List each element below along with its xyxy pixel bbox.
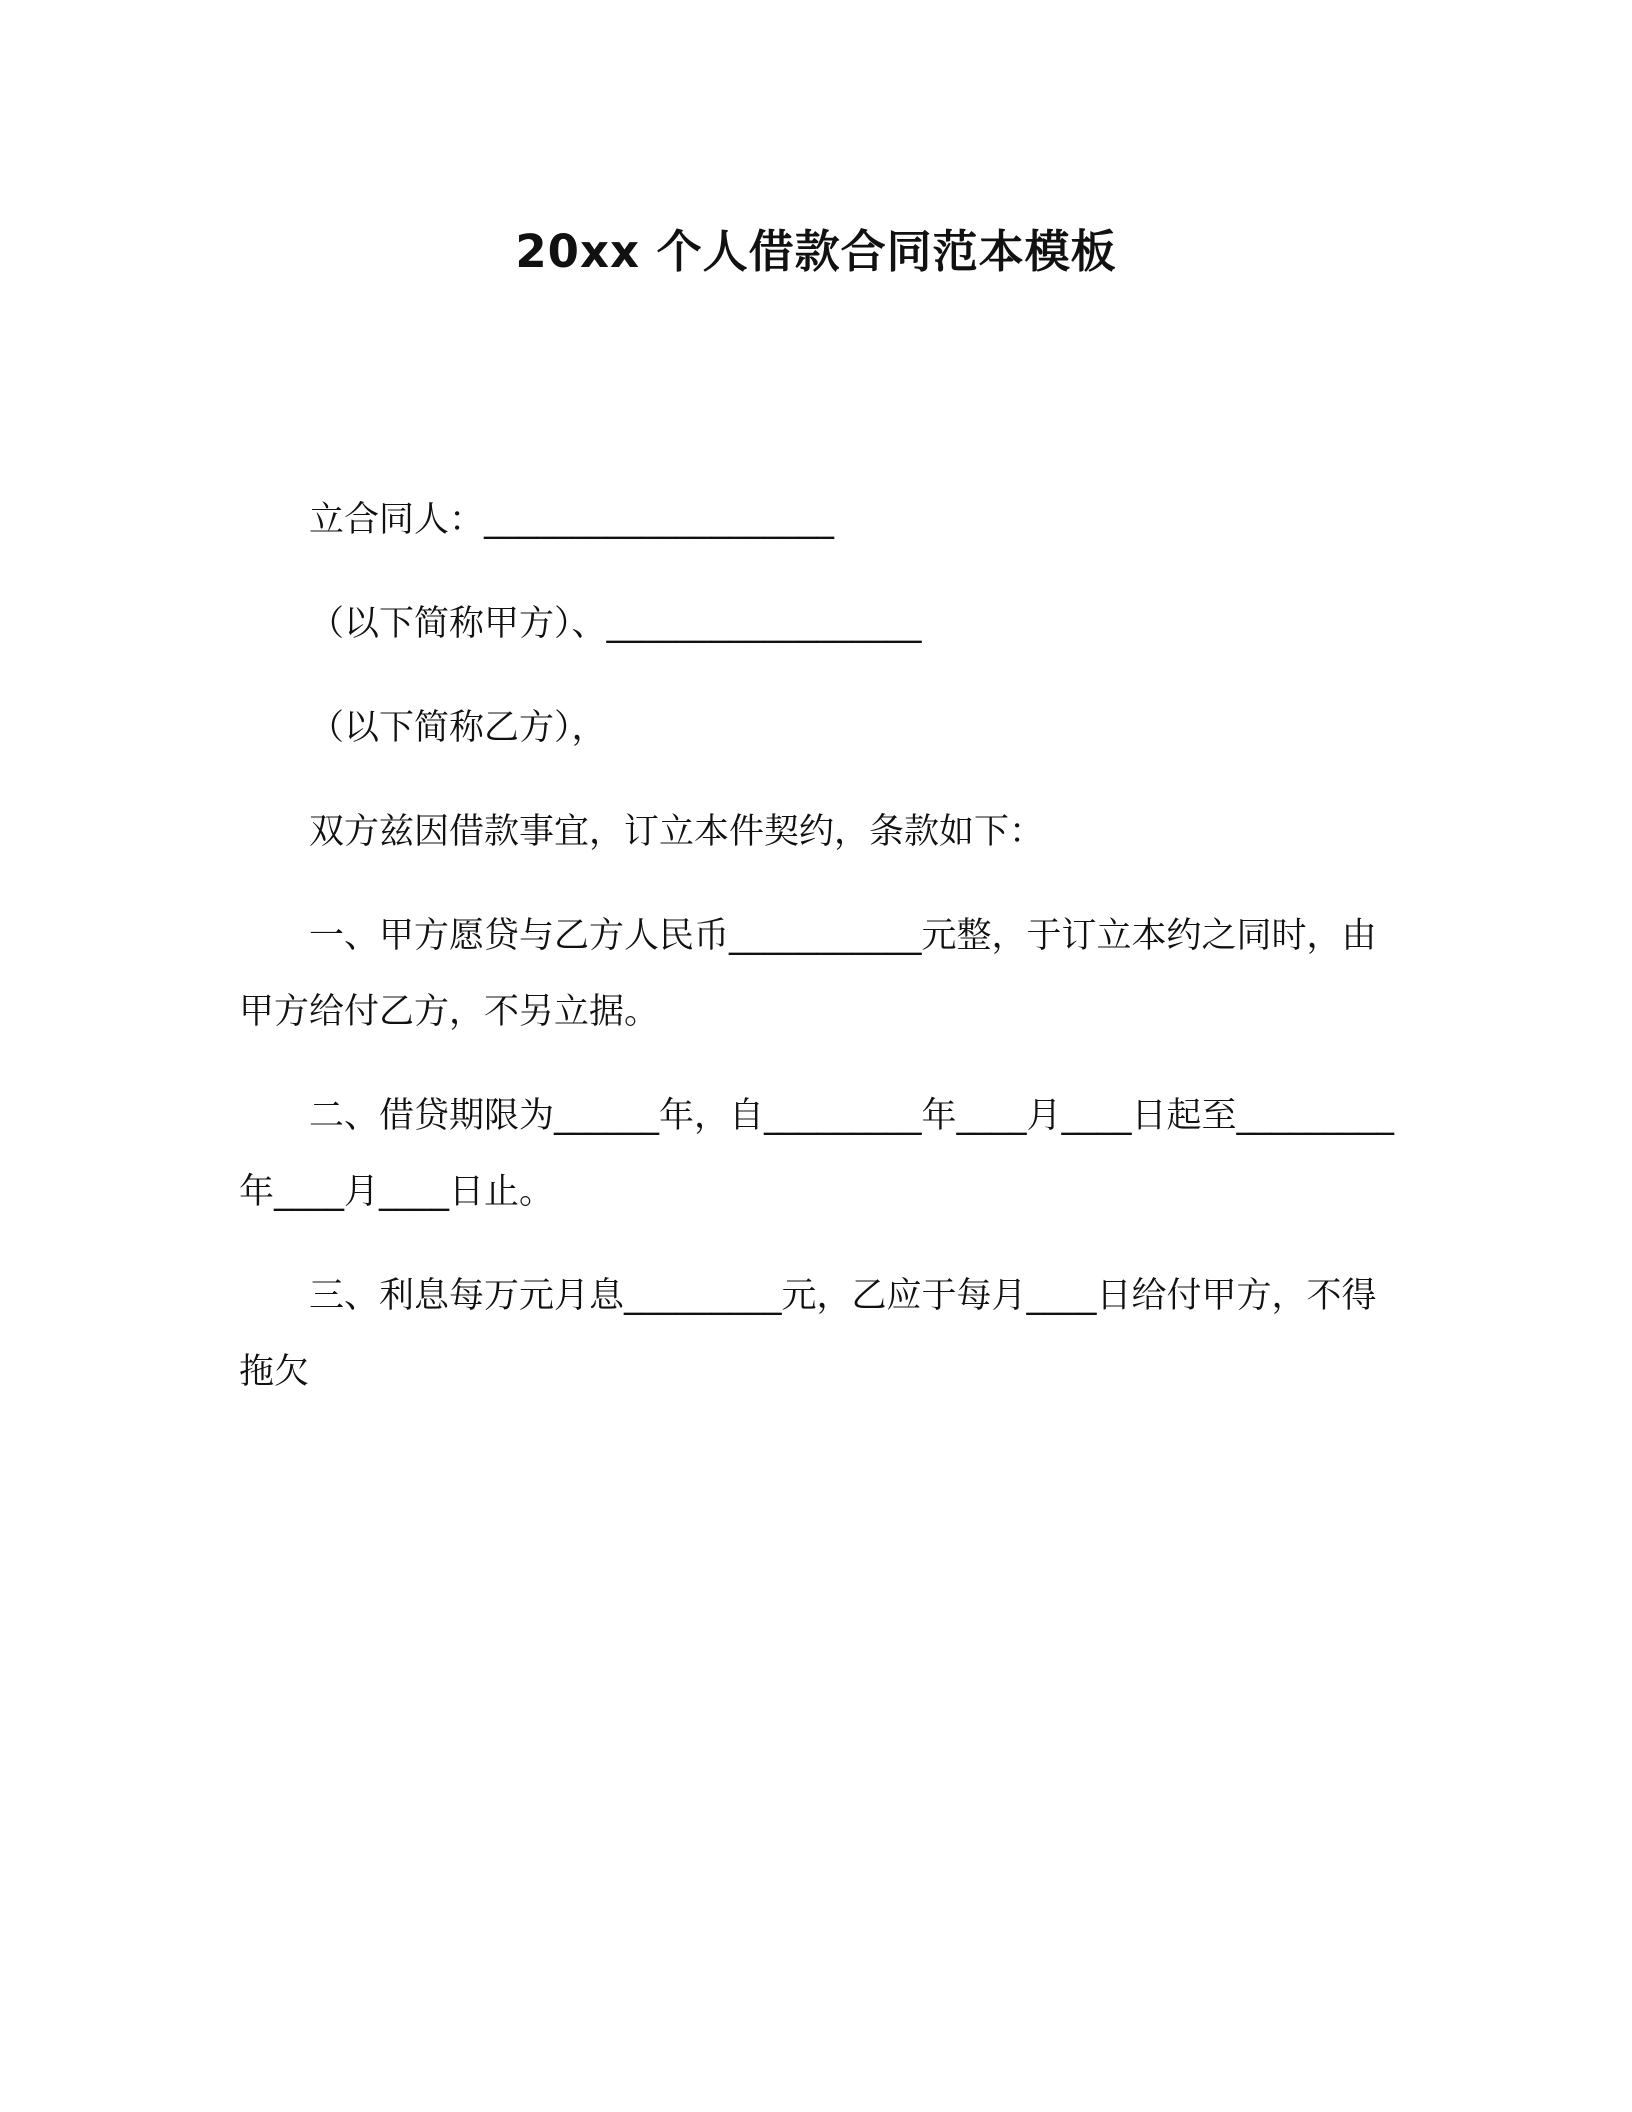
- clause-2: 二、借贷期限为______年，自_________年____月____日起至_________年____月____日止。: [239, 1096, 1395, 1212]
- document-title: 20xx 个人借款合同范本模板: [515, 225, 1117, 278]
- party-line: 立合同人：____________________: [309, 500, 835, 540]
- contract-body: [239, 482, 1399, 1438]
- party-a-line: （以下简称甲方）、__________________: [309, 604, 922, 644]
- clause-1: 一、甲方愿贷与乙方人民币___________元整，于订立本约之同时，由甲方给付乙方，不另立据。: [239, 916, 1377, 1032]
- intro-paragraph: 双方兹因借款事宜，订立本件契约，条款如下：: [309, 812, 1045, 852]
- party-b-line: （以下简称乙方），: [309, 708, 607, 748]
- clause-3: 三、利息每万元月息_________元，乙应于每月____日给付甲方，不得拖欠: [239, 1276, 1377, 1392]
